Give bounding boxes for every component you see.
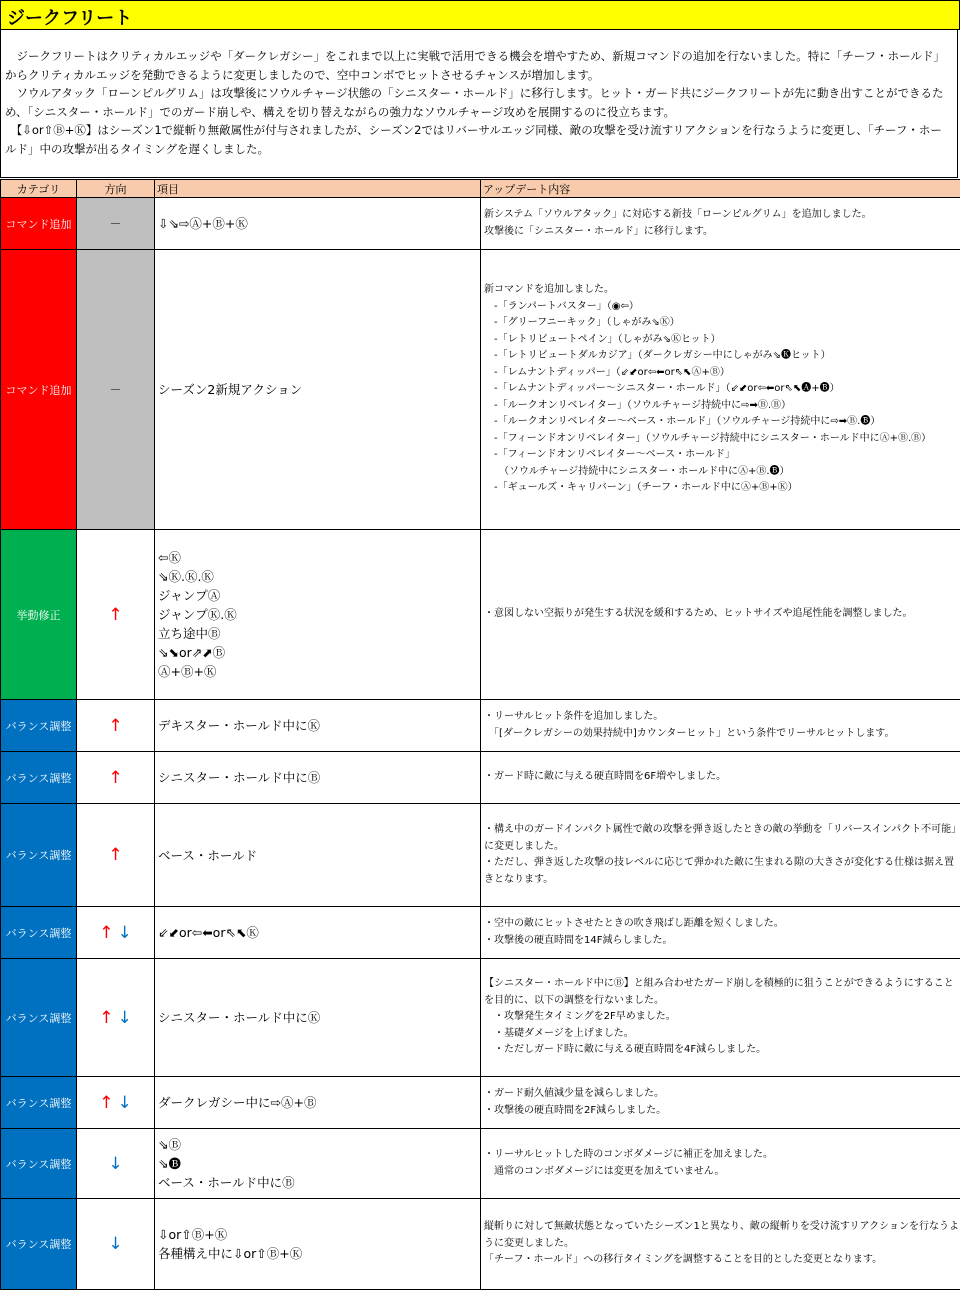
- table-row: [1, 907, 960, 959]
- intro-paragraph-2: ソウルアタック「ローンピルグリム」は攻撃後にソウルチャージ状態の「シニスター・ホールド」に移行します。ヒット・ガード共にジークフリートが先に動き出すことができるため、「シニスター・ホールド」でのガード崩しや、構えを切り替えながらの強力なソウルチャージ攻めを展開するのに役立ちます。: [5, 84, 951, 121]
- update-line: 新システム「ソウルアタック」に対応する新技「ローンピルグリム」を追加しました。: [484, 207, 960, 224]
- item-line: ⇘Ⓚ.Ⓚ.Ⓚ: [158, 567, 480, 586]
- update-line: ・意図しない空振りが発生する状況を緩和するため、ヒットサイズや追尾性能を調整しました。: [484, 606, 960, 623]
- item-cell: [155, 250, 481, 530]
- item-line: 各種構え中に⇩or⇧Ⓑ+Ⓚ: [158, 1244, 480, 1263]
- update-cell: [481, 1129, 960, 1199]
- update-line: ・リーサルヒット条件を追加しました。: [484, 709, 960, 726]
- update-cell: [481, 1199, 960, 1290]
- update-line: 縦斬りに対して無敵状態となっていたシーズン1と異なり、敵の縦斬りを受け流すリアクションを行なうように変更しました。: [484, 1219, 960, 1252]
- direction-cell: [77, 1077, 155, 1129]
- category-cell: コマンド追加: [1, 198, 77, 250]
- item-line: ⇘⬊or⇗⬈Ⓑ: [158, 643, 480, 662]
- item-cell: [155, 198, 481, 250]
- update-line: -「グリーフニーキック」（しゃがみ⇘Ⓚ）: [484, 315, 960, 332]
- update-line: 「[ダークレガシーの効果持続中]カウンターヒット」という条件でリーサルヒットします。: [484, 726, 960, 743]
- down-arrow-icon: ↓: [118, 1093, 132, 1113]
- direction-cell: [77, 700, 155, 752]
- category-cell: バランス調整: [1, 907, 77, 959]
- item-line: ⇦Ⓚ: [158, 548, 480, 567]
- item-line: シーズン2新規アクション: [158, 380, 480, 399]
- direction-cell: [77, 530, 155, 700]
- page-title: ジークフリート: [7, 4, 132, 30]
- update-line: ・ガード耐久値減少量を減らしました。: [484, 1086, 960, 1103]
- item-line: ダークレガシー中に⇨Ⓐ+Ⓑ: [158, 1093, 480, 1112]
- update-cell: [481, 907, 960, 959]
- update-line: ・攻撃後の硬直時間を14F減らしました。: [484, 933, 960, 950]
- update-line: （ソウルチャージ持続中にシニスター・ホールド中にⒶ+Ⓑ.🅑）: [484, 464, 960, 481]
- item-cell: [155, 752, 481, 804]
- update-line: -「レトリビュートダルカジア」（ダークレガシー中にしゃがみ⇘🅚ヒット）: [484, 348, 960, 365]
- up-arrow-icon: ↑: [99, 923, 113, 943]
- update-line: ・構え中のガードインパクト属性で敵の攻撃を弾き返したときの敵の挙動を「リバースインパクト不可能」に変更しました。: [484, 822, 960, 855]
- update-line: ・ただし、弾き返した攻撃の技レベルに応じて弾かれた敵に生まれる隙の大きさが変化する仕様は据え置きとなります。: [484, 855, 960, 888]
- update-line: ・ただしガード時に敵に与える硬直時間を4F減らしました。: [484, 1042, 960, 1059]
- update-line: -「レトリビュートペイン」（しゃがみ⇘Ⓚヒット）: [484, 332, 960, 349]
- category-cell: バランス調整: [1, 1077, 77, 1129]
- intro-paragraph-3: 【⇩or⇧Ⓑ+Ⓚ】はシーズン1で縦斬り無敵属性が付与されましたが、シーズン2ではリバーサルエッジ同様、敵の攻撃を受け流すリアクションを行なうように変更し、「チーフ・ホールド」中の攻撃が出るタイミングを遅くしました。: [5, 121, 951, 158]
- update-line: -「ギュールズ・キャリバーン」（チーフ・ホールド中にⒶ+Ⓑ+Ⓚ）: [484, 480, 960, 497]
- direction-cell: [77, 959, 155, 1077]
- update-line: -「ルークオンリベレイター」（ソウルチャージ持続中に⇨➡Ⓑ.Ⓑ）: [484, 398, 960, 415]
- direction-cell: [77, 804, 155, 907]
- intro-paragraph-1: ジークフリートはクリティカルエッジや「ダークレガシー」をこれまで以上に実戦で活用できる機会を増やすため、新規コマンドの追加を行ないました。特に「チーフ・ホールド」からクリティカルエッジを発動できるように変更しましたので、空中コンボでヒットさせるチャンスが増加します。: [5, 47, 951, 84]
- update-line: ・リーサルヒットした時のコンボダメージに補正を加えました。: [484, 1147, 960, 1164]
- header-category: カテゴリ: [1, 180, 77, 198]
- category-cell: バランス調整: [1, 752, 77, 804]
- category-cell: バランス調整: [1, 1199, 77, 1290]
- update-line: -「ルークオンリベレイター～ベース・ホールド」（ソウルチャージ持続中に⇨➡Ⓑ.🅑）: [484, 414, 960, 431]
- item-line: ⇙⬋or⇦⬅or⇖⬉Ⓚ: [158, 923, 480, 942]
- direction-cell: [77, 752, 155, 804]
- table-row: [1, 700, 960, 752]
- up-arrow-icon: ↑: [108, 716, 122, 736]
- item-line: ⇘Ⓑ: [158, 1135, 480, 1154]
- header-update: アップデート内容: [481, 180, 960, 198]
- update-line: ・ガード時に敵に与える硬直時間を6F増やしました。: [484, 769, 960, 786]
- update-line: 通常のコンボダメージには変更を加えていません。: [484, 1164, 960, 1181]
- update-line: 新コマンドを追加しました。: [484, 282, 960, 299]
- update-cell: [481, 1077, 960, 1129]
- table-row: [1, 530, 960, 700]
- header-direction: 方向: [77, 180, 155, 198]
- direction-cell: [77, 1129, 155, 1199]
- item-line: ベース・ホールド中にⒷ: [158, 1173, 480, 1192]
- up-arrow-icon: ↑: [108, 605, 122, 625]
- item-line: ⇩or⇧Ⓑ+Ⓚ: [158, 1225, 480, 1244]
- update-line: 攻撃後に「シニスター・ホールド」に移行します。: [484, 224, 960, 241]
- item-line: ジャンプⓀ.Ⓚ: [158, 605, 480, 624]
- up-arrow-icon: ↑: [99, 1008, 113, 1028]
- down-arrow-icon: ↓: [108, 1234, 122, 1254]
- item-cell: [155, 804, 481, 907]
- update-line: 「チーフ・ホールド」への移行タイミングを調整することを目的とした変更となります。: [484, 1252, 960, 1269]
- item-line: シニスター・ホールド中にⓀ: [158, 1008, 480, 1027]
- table-row: [1, 198, 960, 250]
- update-line: ・空中の敵にヒットさせたときの吹き飛ばし距離を短くしました。: [484, 916, 960, 933]
- item-line: Ⓐ+Ⓑ+Ⓚ: [158, 662, 480, 681]
- table-row: [1, 1129, 960, 1199]
- header-item: 項目: [155, 180, 481, 198]
- table-header-row: [1, 180, 960, 198]
- update-line: -「フィーンドオンリベレイター」（ソウルチャージ持続中にシニスター・ホールド中にⒶ+Ⓑ.Ⓑ）: [484, 431, 960, 448]
- item-line: デキスター・ホールド中にⓀ: [158, 716, 480, 735]
- table-row: [1, 1199, 960, 1290]
- update-line: ・攻撃発生タイミングを2F早めました。: [484, 1009, 960, 1026]
- category-cell: バランス調整: [1, 1129, 77, 1199]
- category-cell: コマンド追加: [1, 250, 77, 530]
- item-line: ベース・ホールド: [158, 846, 480, 865]
- item-cell: [155, 907, 481, 959]
- update-cell: [481, 198, 960, 250]
- update-cell: [481, 250, 960, 530]
- item-cell: [155, 959, 481, 1077]
- item-line: シニスター・ホールド中にⒷ: [158, 768, 480, 787]
- category-cell: バランス調整: [1, 804, 77, 907]
- down-arrow-icon: ↓: [118, 923, 132, 943]
- item-line: ⇩⇘⇨Ⓐ+Ⓑ+Ⓚ: [158, 214, 480, 233]
- down-arrow-icon: ↓: [108, 1154, 122, 1174]
- page-title-bar: [0, 0, 960, 30]
- update-cell: [481, 752, 960, 804]
- update-cell: [481, 804, 960, 907]
- direction-cell: [77, 907, 155, 959]
- direction-dash: －: [109, 217, 121, 231]
- update-line: 【シニスター・ホールド中にⒷ】と組み合わせたガード崩しを積極的に狙うことができるようにすることを目的に、以下の調整を行ないました。: [484, 976, 960, 1009]
- table-row: [1, 804, 960, 907]
- item-line: ⇘🅑: [158, 1154, 480, 1173]
- category-cell: バランス調整: [1, 700, 77, 752]
- direction-cell: [77, 250, 155, 530]
- direction-cell: [77, 198, 155, 250]
- table-row: [1, 250, 960, 530]
- update-cell: [481, 530, 960, 700]
- up-arrow-icon: ↑: [108, 768, 122, 788]
- down-arrow-icon: ↓: [118, 1008, 132, 1028]
- update-cell: [481, 959, 960, 1077]
- update-cell: [481, 700, 960, 752]
- update-table: [0, 179, 960, 1290]
- item-line: ジャンプⒶ: [158, 586, 480, 605]
- item-line: 立ち途中Ⓑ: [158, 624, 480, 643]
- up-arrow-icon: ↑: [108, 845, 122, 865]
- intro-text: [0, 29, 958, 178]
- item-cell: [155, 1199, 481, 1290]
- update-line: ・基礎ダメージを上げました。: [484, 1026, 960, 1043]
- update-line: -「レムナントディッパー」（⇙⬋or⇦⬅or⇖⬉Ⓐ+Ⓑ）: [484, 365, 960, 382]
- direction-dash: －: [109, 383, 121, 397]
- category-cell: バランス調整: [1, 959, 77, 1077]
- item-cell: [155, 700, 481, 752]
- update-line: -「フィーンドオンリベレイター～ベース・ホールド」: [484, 447, 960, 464]
- up-arrow-icon: ↑: [99, 1093, 113, 1113]
- item-cell: [155, 530, 481, 700]
- update-line: -「レムナントディッパー～シニスター・ホールド」（⇙⬋or⇦⬅or⇖⬉🅐+🅑）: [484, 381, 960, 398]
- table-row: [1, 752, 960, 804]
- update-line: ・攻撃後の硬直時間を2F減らしました。: [484, 1103, 960, 1120]
- table-row: [1, 959, 960, 1077]
- category-cell: 挙動修正: [1, 530, 77, 700]
- item-cell: [155, 1077, 481, 1129]
- update-line: -「ランパートバスター」（◉⇦）: [484, 299, 960, 316]
- item-cell: [155, 1129, 481, 1199]
- direction-cell: [77, 1199, 155, 1290]
- table-row: [1, 1077, 960, 1129]
